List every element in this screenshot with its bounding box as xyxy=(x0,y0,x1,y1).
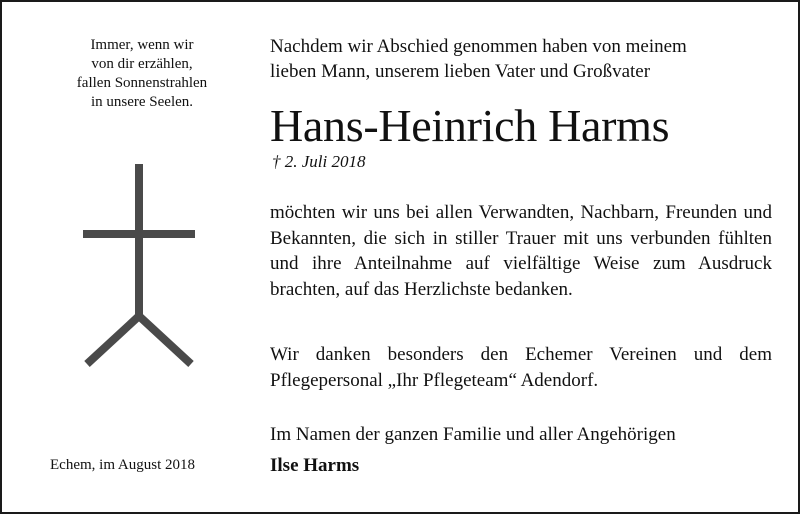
intro-line: Nachdem wir Abschied genommen haben von meinem xyxy=(270,36,687,57)
poem-line: von dir erzählen, xyxy=(91,56,193,72)
left-column xyxy=(42,2,242,512)
intro-text xyxy=(270,34,772,84)
special-thanks-paragraph: Wir danken besonders den Echemer Vereinen und dem Pflegepersonal „Ihr Pflegeteam“ Adendorf. xyxy=(270,344,772,391)
death-date: † 2. Juli 2018 xyxy=(272,152,366,171)
closing-line: Im Namen der ganzen Familie und aller Angehörigen xyxy=(270,424,676,445)
life-death-rune-icon xyxy=(80,164,198,368)
right-column xyxy=(270,2,772,512)
poem-line: in unsere Seelen. xyxy=(90,94,194,110)
intro-line: lieben Mann, unserem lieben Vater und Großvater xyxy=(270,61,651,82)
poem-line: Immer, wenn wir xyxy=(90,37,194,53)
poem-line: fallen Sonnenstrahlen xyxy=(76,75,208,91)
deceased-name: Hans-Heinrich Harms xyxy=(270,100,670,151)
thanks-paragraph: möchten wir uns bei allen Verwandten, Nachbarn, Freunden und Bekannten, die sich in stiller Trauer mit uns verbunden fühlten und ihre Anteilnahme auf vielfältige Weise zum Ausdruck brachten, auf das Herzlichste bedanken. xyxy=(270,202,772,300)
memorial-poem xyxy=(42,36,242,112)
place-and-date: Echem, im August 2018 xyxy=(50,457,195,473)
signature: Ilse Harms xyxy=(270,455,360,476)
